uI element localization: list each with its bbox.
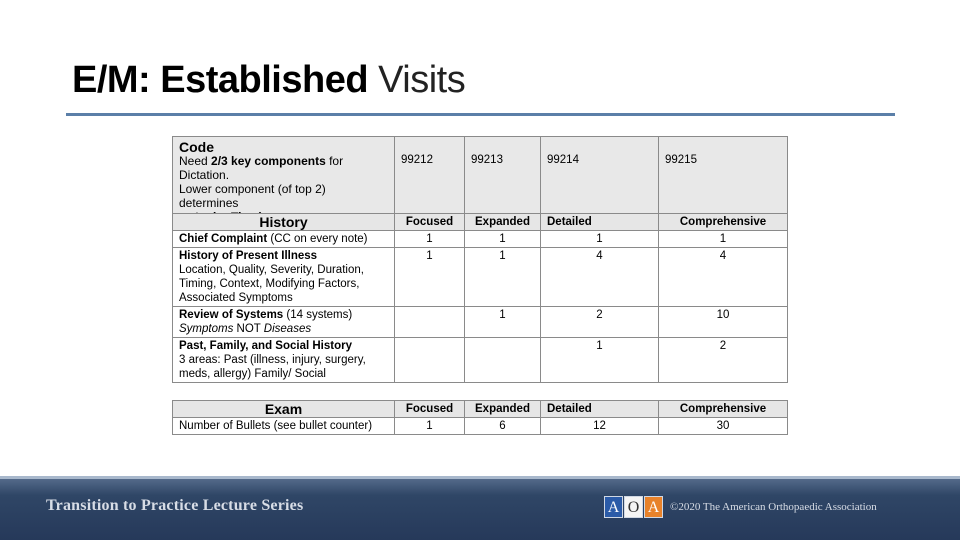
slide-title [72,56,465,104]
bullets-label: Number of Bullets (see bullet counter) [173,418,395,435]
level-detailed: Detailed [541,214,659,231]
exam-level-comprehensive: Comprehensive [659,401,788,418]
code-99215: 99215 [659,137,788,226]
code-line-2: Lower component (of top 2) determines [179,182,326,210]
ros-expanded: 1 [465,307,541,338]
ros-detailed: 2 [541,307,659,338]
chief-expanded: 1 [465,231,541,248]
chief-detailed: 1 [541,231,659,248]
hpi-focused: 1 [395,248,465,307]
bullets-expanded: 6 [465,418,541,435]
lecture-series-title: Transition to Practice Lecture Series [46,497,304,514]
history-header-row [173,214,788,231]
slide-title-light: Visits [378,59,466,101]
ros-label: Review of Systems (14 systems) Symptoms NOT Diseases [173,307,395,338]
hpi-expanded: 1 [465,248,541,307]
table-row [173,307,788,338]
bullets-detailed: 12 [541,418,659,435]
logo-letter-a-2: A [644,496,663,518]
pfsh-detailed: 1 [541,338,659,383]
code-99212: 99212 [395,137,465,226]
hpi-detailed: 4 [541,248,659,307]
exam-table [172,400,788,435]
chief-focused: 1 [395,231,465,248]
table-row [173,248,788,307]
ros-focused [395,307,465,338]
exam-level-focused: Focused [395,401,465,418]
code-99214: 99214 [541,137,659,226]
exam-level-expanded: Expanded [465,401,541,418]
slide-title-bold: E/M: Established [72,59,369,101]
aoa-logo [604,496,664,518]
level-comprehensive: Comprehensive [659,214,788,231]
level-expanded: Expanded [465,214,541,231]
logo-letter-a: A [604,496,623,518]
table-row [173,231,788,248]
bullets-focused: 1 [395,418,465,435]
exam-header-row [173,401,788,418]
exam-header: Exam [173,401,395,418]
ros-comprehensive: 10 [659,307,788,338]
chief-comprehensive: 1 [659,231,788,248]
exam-level-detailed: Detailed [541,401,659,418]
bullets-comprehensive: 30 [659,418,788,435]
title-rule [66,113,895,116]
code-line-1: Need 2/3 key components for Dictation. [179,154,344,182]
level-focused: Focused [395,214,465,231]
chief-complaint-label: Chief Complaint (CC on every note) [173,231,395,248]
hpi-label: History of Present Illness Location, Quality, Severity, Duration, Timing, Context, Modifying Factors, Associated Symptoms [173,248,395,307]
pfsh-focused [395,338,465,383]
code-title: Code [179,139,214,155]
footer-divider [0,476,960,479]
hpi-comprehensive: 4 [659,248,788,307]
table-row [173,418,788,435]
history-header: History [173,214,395,231]
table-row [173,338,788,383]
copyright-text: ©2020 The American Orthopaedic Association [670,501,877,513]
code-99213: 99213 [465,137,541,226]
pfsh-comprehensive: 2 [659,338,788,383]
pfsh-label: Past, Family, and Social History 3 areas: Past (illness, injury, surgery, meds, allergy) Family/ Social [173,338,395,383]
history-table [172,213,788,383]
pfsh-expanded [465,338,541,383]
logo-letter-o: O [624,496,643,518]
